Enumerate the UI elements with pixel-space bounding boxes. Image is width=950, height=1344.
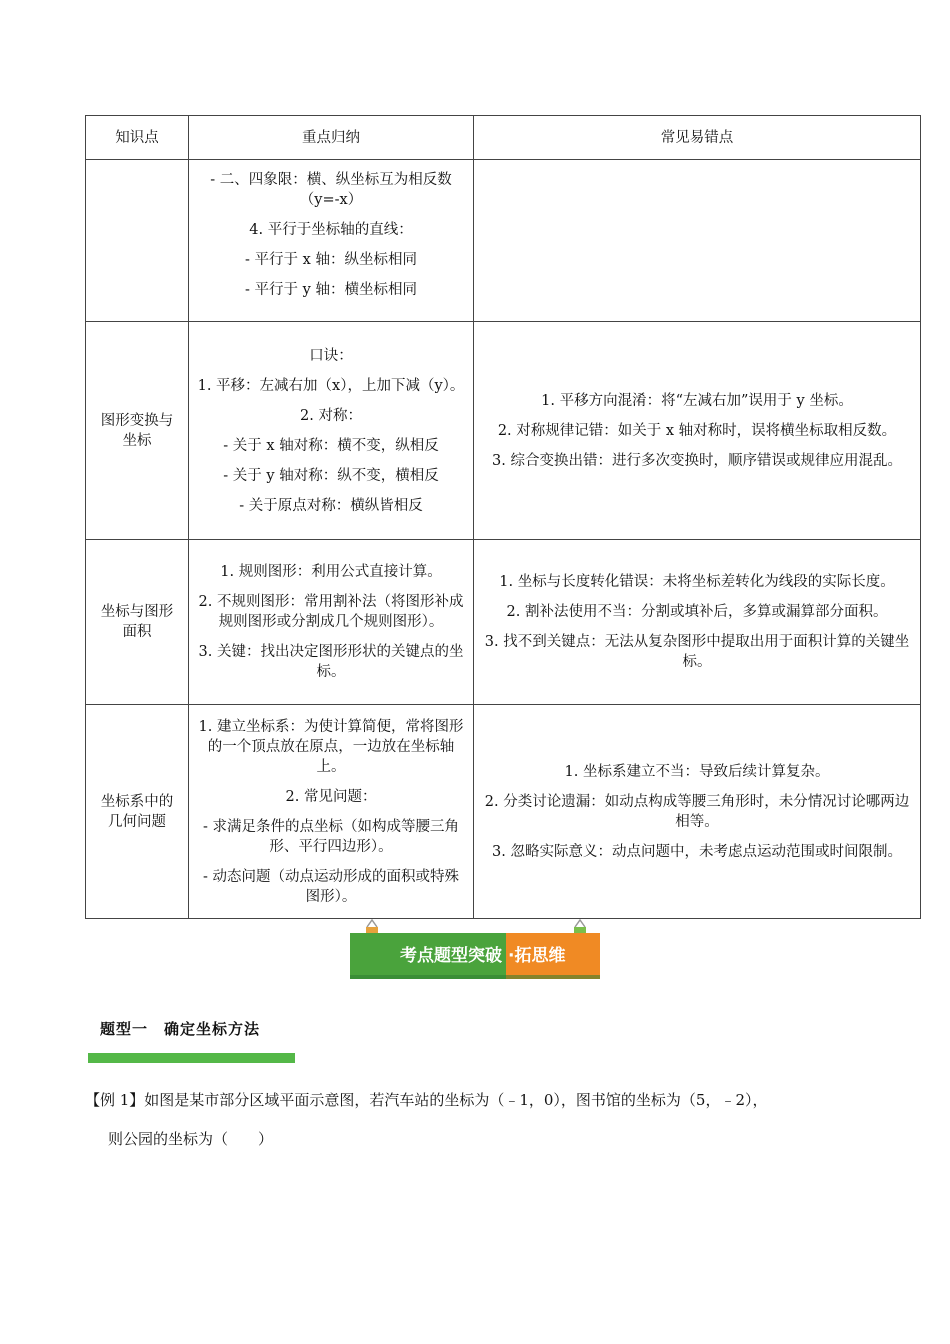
- knowledge-table: [85, 115, 921, 919]
- header-topic: 知识点: [86, 116, 189, 160]
- errors-cell: [474, 160, 921, 322]
- table-row: [86, 322, 921, 540]
- section-title-bar: [88, 1053, 295, 1063]
- key-point: - 平行于 y 轴：横坐标相同: [245, 282, 417, 298]
- error-item: 2. 分类讨论遗漏：如动点构成等腰三角形时，未分情况讨论哪两边相等。: [484, 793, 910, 830]
- key-point: 2. 对称：: [300, 407, 362, 424]
- header-errors: 常见易错点: [474, 116, 921, 160]
- topic-cell: 坐标系中的几何问题: [86, 705, 189, 919]
- key-point: - 动态问题（动点运动形成的面积或特殊图形）。: [202, 868, 459, 905]
- header-key-points: 重点归纳: [189, 116, 474, 160]
- table-row: [86, 540, 921, 705]
- error-item: 1. 坐标与长度转化错误：未将坐标差转化为线段的实际长度。: [499, 574, 895, 590]
- errors-cell: [474, 322, 921, 540]
- error-item: 2. 对称规律记错：如关于 x 轴对称时，误将横坐标取相反数。: [497, 422, 897, 439]
- error-item: 3. 忽略实际意义：动点问题中，未考虑点运动范围或时间限制。: [492, 843, 902, 860]
- key-point: - 求满足条件的点坐标（如构成等腰三角形、平行四边形）。: [202, 818, 459, 855]
- key-point: - 关于 y 轴对称：纵不变，横相反: [223, 467, 439, 484]
- key-point: 2. 不规则图形：常用割补法（将图形补成规则图形或分割成几个规则图形）。: [198, 594, 464, 630]
- section-banner: [350, 933, 600, 979]
- errors-cell: [474, 705, 921, 919]
- section-title: 题型一 确定坐标方法: [100, 1020, 261, 1038]
- banner-underline: [350, 975, 600, 979]
- key-point: - 关于 x 轴对称：横不变，纵相反: [223, 437, 439, 454]
- key-point: 1. 平移：左减右加（x），上加下减（y）。: [197, 377, 465, 394]
- banner-left-text: 考点题型突破: [350, 933, 506, 979]
- key-point: - 二、四象限：横、纵坐标互为相反数（y=-x）: [210, 172, 452, 208]
- key-points-cell: [189, 540, 474, 705]
- table-row: [86, 160, 921, 322]
- example-line-2: 则公园的坐标为（ ）: [108, 1130, 274, 1148]
- errors-cell: [474, 540, 921, 705]
- key-point: - 平行于 x 轴：纵坐标相同: [245, 252, 417, 268]
- error-item: 2. 割补法使用不当：分割或填补后，多算或漏算部分面积。: [506, 604, 888, 620]
- key-point: 口诀：: [309, 347, 353, 364]
- key-point: 4. 平行于坐标轴的直线：: [249, 222, 413, 238]
- table-header-row: [86, 116, 921, 160]
- key-point: 2. 常见问题：: [285, 788, 377, 805]
- topic-cell: 坐标与图形面积: [86, 540, 189, 705]
- error-item: 1. 平移方向混淆：将“左减右加”误用于 y 坐标。: [541, 392, 853, 409]
- topic-cell: [86, 160, 189, 322]
- key-points-cell: [189, 322, 474, 540]
- table-row: [86, 705, 921, 919]
- key-point: 1. 规则图形：利用公式直接计算。: [220, 564, 442, 580]
- error-item: 3. 找不到关键点：无法从复杂图形中提取出用于面积计算的关键坐标。: [484, 634, 910, 670]
- key-points-cell: [189, 160, 474, 322]
- banner-right-text: ·拓思维: [506, 933, 600, 979]
- key-point: - 关于原点对称：横纵皆相反: [239, 497, 423, 514]
- error-item: 3. 综合变换出错：进行多次变换时，顺序错误或规律应用混乱。: [492, 452, 902, 469]
- example-line-1: 【例 1】如图是某市部分区域平面示意图，若汽车站的坐标为（﹣1，0），图书馆的坐标为（5，﹣2），: [85, 1091, 768, 1109]
- topic-cell: 图形变换与坐标: [86, 322, 189, 540]
- error-item: 1. 坐标系建立不当：导致后续计算复杂。: [564, 763, 830, 780]
- key-point: 1. 建立坐标系：为使计算简便，常将图形的一个顶点放在原点，一边放在坐标轴上。: [198, 718, 464, 775]
- key-points-cell: [189, 705, 474, 919]
- key-point: 3. 关键：找出决定图形形状的关键点的坐标。: [198, 644, 464, 680]
